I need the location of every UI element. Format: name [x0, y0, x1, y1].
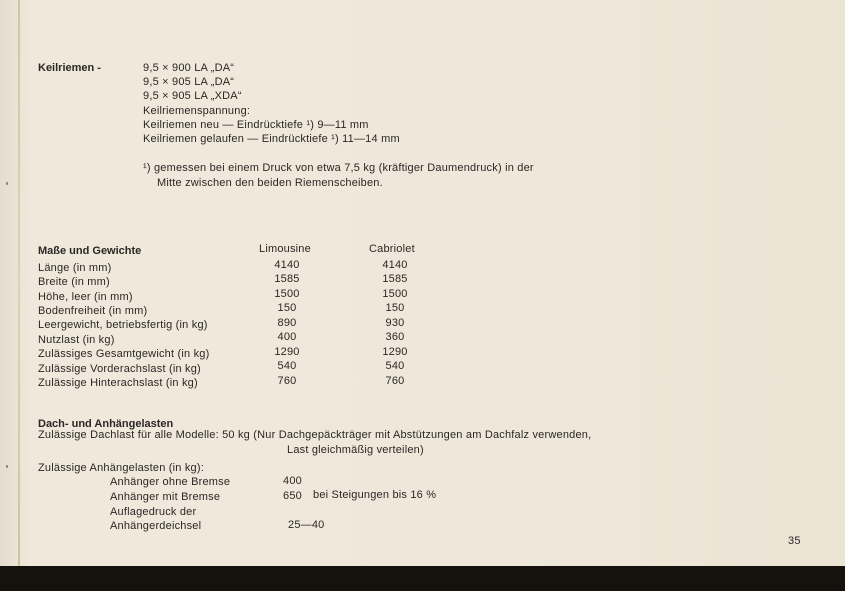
ohne-bremse-value: 400 — [283, 475, 302, 487]
value-limousine: 1290 — [274, 346, 300, 358]
keilriemen-line-4: Keilriemenspannung: — [143, 105, 251, 117]
value-limousine: 890 — [277, 317, 297, 329]
row-label: Zulässiges Gesamtgewicht (in kg) — [38, 348, 210, 360]
anhaenge-label: Zulässige Anhängelasten (in kg): — [38, 462, 204, 474]
keilriemen-heading: Keilriemen - — [38, 62, 101, 74]
paper-speck — [6, 465, 8, 468]
row-label: Leergewicht, betriebsfertig (in kg) — [38, 319, 208, 331]
mit-bremse-label: Anhänger mit Bremse — [110, 491, 221, 503]
background-edge — [0, 566, 845, 591]
keilriemen-line-3: 9,5 × 905 LA „XDA“ — [143, 90, 242, 102]
auflagedruck-label-1: Auflagedruck der — [110, 506, 197, 518]
value-cabriolet: 930 — [385, 317, 405, 329]
value-cabriolet: 1290 — [382, 346, 408, 358]
value-cabriolet: 760 — [385, 375, 405, 387]
masse-heading: Maße und Gewichte — [38, 245, 142, 257]
keilriemen-line-2: 9,5 × 905 LA „DA“ — [143, 76, 235, 88]
ohne-bremse-label: Anhänger ohne Bremse — [110, 476, 231, 488]
value-limousine: 4140 — [274, 259, 300, 271]
dachlast-line-2: Last gleichmäßig verteilen) — [287, 444, 424, 456]
value-cabriolet: 150 — [385, 302, 405, 314]
value-cabriolet: 1585 — [382, 273, 408, 285]
value-limousine: 150 — [277, 302, 297, 314]
page-number: 35 — [788, 535, 801, 547]
value-limousine: 1500 — [274, 288, 300, 300]
value-cabriolet: 4140 — [382, 259, 408, 271]
keilriemen-line-1: 9,5 × 900 LA „DA“ — [143, 62, 235, 74]
row-label: Zulässige Hinterachslast (in kg) — [38, 377, 198, 389]
keilriemen-line-6: Keilriemen gelaufen — Eindrücktiefe ¹) 11—14 mm — [143, 133, 400, 145]
row-label: Höhe, leer (in mm) — [38, 291, 133, 303]
auflagedruck-label-2: Anhängerdeichsel — [110, 520, 202, 532]
dachlast-line-1: Zulässige Dachlast für alle Modelle: 50 kg (Nur Dachgepäckträger mit Abstützungen am Dachfalz verwenden, — [38, 429, 592, 441]
value-cabriolet: 360 — [385, 331, 405, 343]
auflagedruck-value: 25—40 — [288, 519, 325, 531]
row-label: Breite (in mm) — [38, 276, 110, 288]
row-label: Bodenfreiheit (in mm) — [38, 305, 148, 317]
mit-bremse-value: 650 — [283, 490, 302, 502]
mit-bremse-note: bei Steigungen bis 16 % — [313, 489, 437, 501]
row-label: Länge (in mm) — [38, 262, 112, 274]
value-cabriolet: 540 — [385, 360, 405, 372]
keilriemen-footnote-1: ¹) gemessen bei einem Druck von etwa 7,5 kg (kräftiger Daumendruck) in der — [143, 162, 534, 174]
row-label: Nutzlast (in kg) — [38, 334, 115, 346]
col-header-limousine: Limousine — [259, 243, 311, 255]
col-header-cabriolet: Cabriolet — [369, 243, 415, 255]
value-cabriolet: 1500 — [382, 288, 408, 300]
paper-speck — [6, 182, 8, 185]
keilriemen-footnote-2: Mitte zwischen den beiden Riemenscheiben. — [157, 177, 383, 189]
value-limousine: 760 — [277, 375, 297, 387]
value-limousine: 400 — [277, 331, 297, 343]
dach-heading: Dach- und Anhängelasten — [38, 418, 174, 430]
value-limousine: 540 — [277, 360, 297, 372]
page-spine — [18, 0, 20, 568]
value-limousine: 1585 — [274, 273, 300, 285]
row-label: Zulässige Vorderachslast (in kg) — [38, 363, 201, 375]
keilriemen-line-5: Keilriemen neu — Eindrücktiefe ¹) 9—11 mm — [143, 119, 369, 131]
